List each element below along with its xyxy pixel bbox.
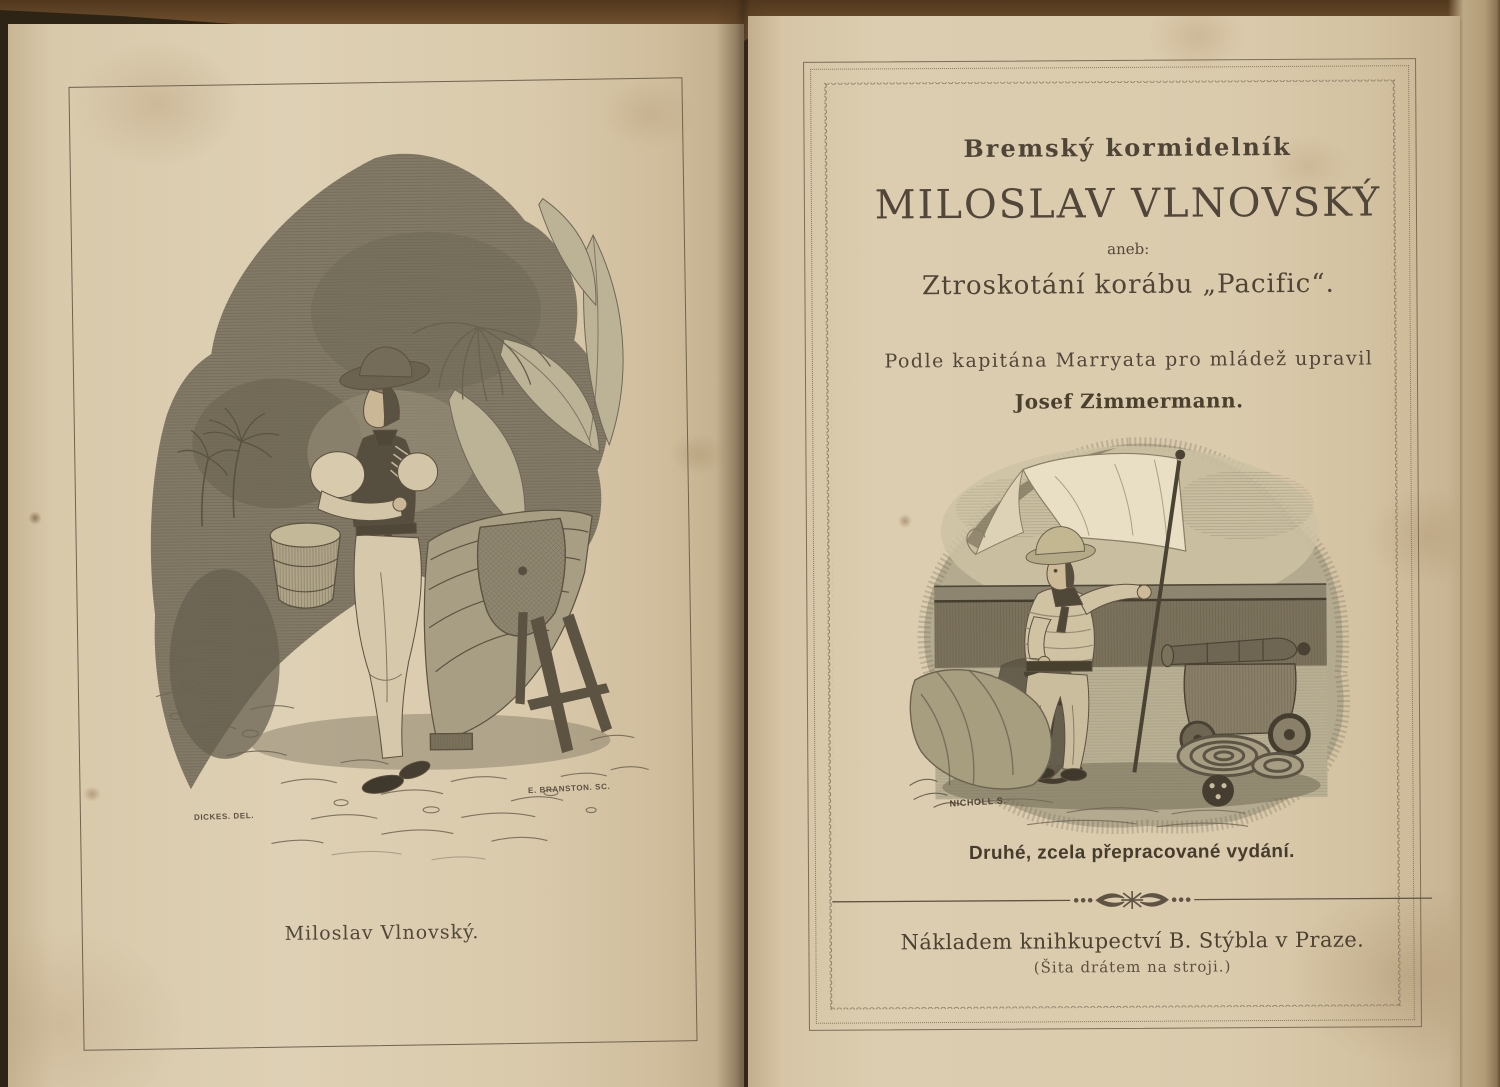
frontispiece-caption: Miloslav Vlnovský. <box>284 921 480 945</box>
engraver-signature-right: E. BRANSTON. SC. <box>527 781 611 796</box>
publisher-imprint: Nákladem knihkupectví B. Stýbla v Praze. <box>900 927 1365 955</box>
book-subtitle: Ztroskotání korábu „Pacific“. <box>921 268 1335 302</box>
vignette-engraver-signature: NICHOLL S. <box>949 795 1007 809</box>
left-page-frontispiece <box>8 24 744 1087</box>
wooden-tub <box>270 523 341 609</box>
deadeye-block <box>1202 775 1234 807</box>
right-page-title <box>748 16 1460 1087</box>
frontispiece-illustration <box>124 139 694 883</box>
alt-title-label: aneb: <box>1107 239 1150 259</box>
page-fore-edge <box>1448 0 1500 1087</box>
title-page-content <box>817 58 1443 1029</box>
engraver-signature-left: DICKES. DEL. <box>193 810 255 823</box>
edition-statement: Druhé, zcela přepracované vydání. <box>968 840 1295 864</box>
author-name: Josef Zimmermann. <box>1014 388 1244 414</box>
title-vignette-illustration <box>904 435 1356 836</box>
series-header: Bremský kormidelník <box>963 132 1292 164</box>
book-title: MILOSLAV VLNOVSKÝ <box>874 179 1382 229</box>
ornament-divider <box>832 888 1432 912</box>
adaptation-line: Podle kapitána Marryata pro mládež upravil <box>884 347 1374 373</box>
binding-note: (Šita drátem na stroji.) <box>1033 957 1232 977</box>
